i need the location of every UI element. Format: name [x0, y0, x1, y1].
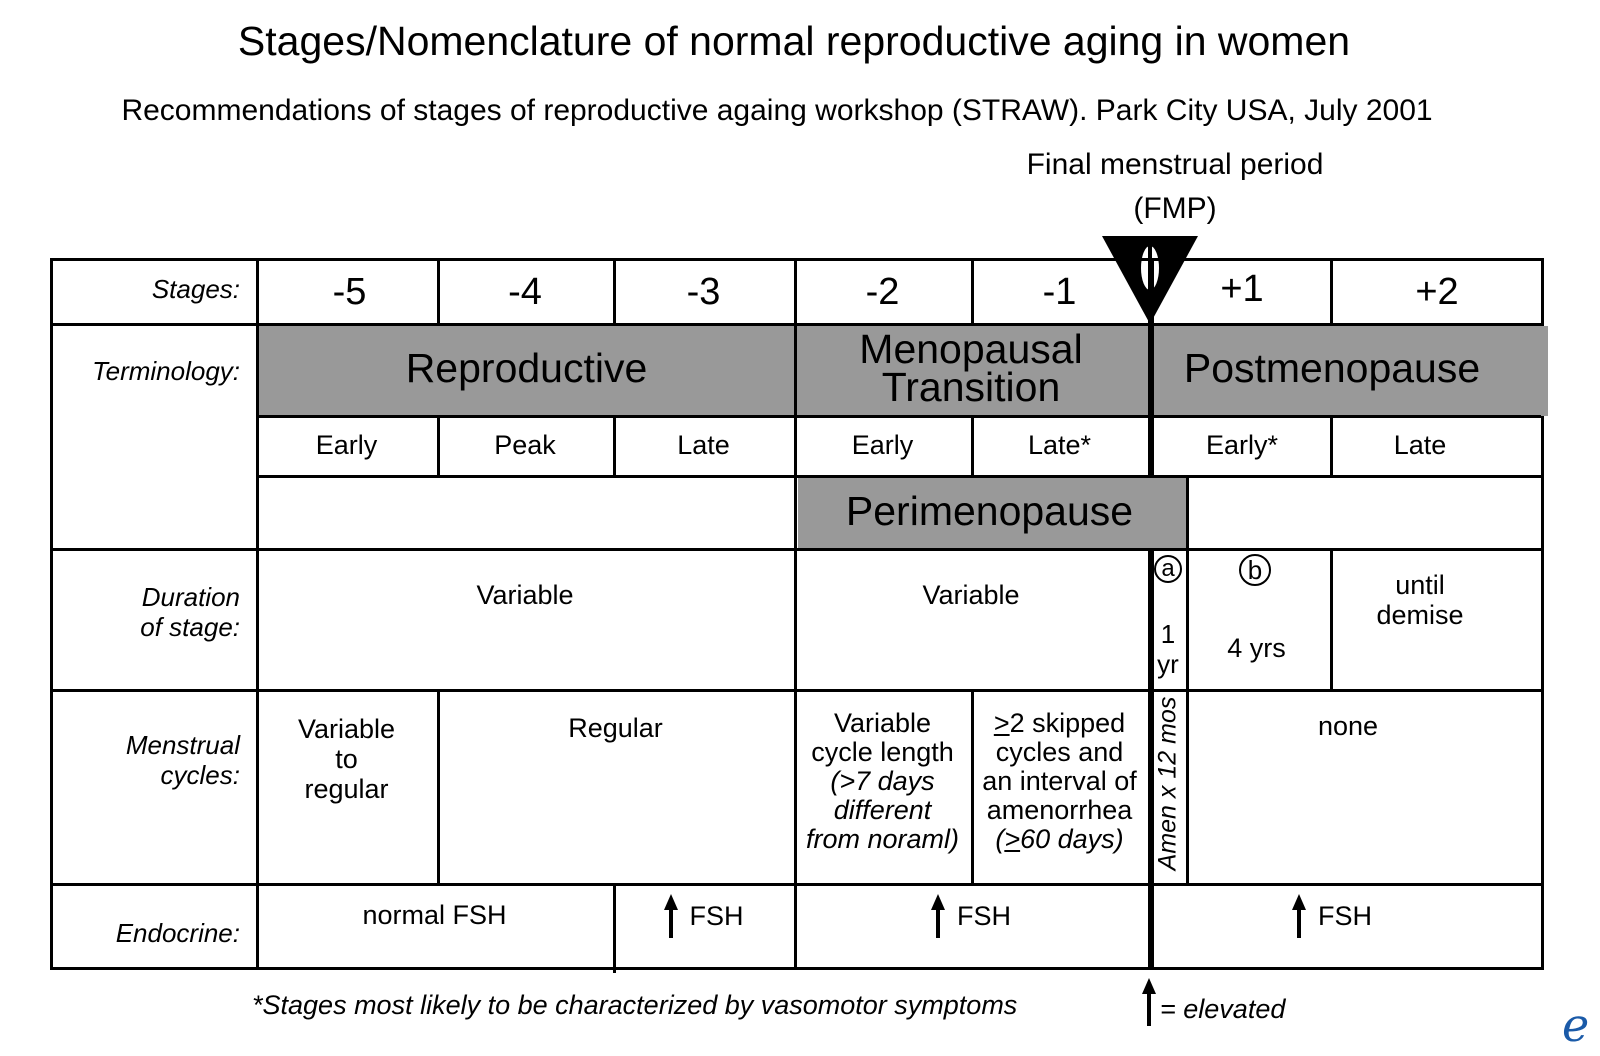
- stage-minus-2: -2: [865, 270, 900, 313]
- menstrual-regular: Regular: [568, 713, 663, 743]
- stage-minus-1: -1: [1042, 270, 1077, 313]
- terminology-menopausal-transition: Menopausal Transition: [859, 326, 1083, 410]
- duration-b-marker: b: [1237, 552, 1273, 588]
- subtitle: Recommendations of stages of reproductive againg workshop (STRAW). Park City USA, July 2001: [121, 94, 1433, 127]
- corner-logo: e: [1562, 998, 1590, 1052]
- duration-a-marker: a: [1152, 552, 1184, 586]
- stage-minus-5: -5: [332, 270, 367, 313]
- terminology-reproductive: Reproductive: [405, 345, 648, 391]
- endocrine-normal-fsh: normal FSH: [362, 900, 507, 930]
- up-arrow-icon: [1142, 978, 1156, 1026]
- phase-early-transition: Early: [851, 429, 914, 460]
- footnote-vasomotor: *Stages most likely to be characterized by vasomotor symptoms: [252, 990, 1018, 1020]
- endocrine-elevated-fsh-postmenopause: FSH: [1154, 885, 1510, 947]
- duration-transition: Variable: [922, 580, 1020, 610]
- duration-4-years: 4 yrs: [1227, 633, 1286, 663]
- row-label-endocrine: Endocrine:: [115, 918, 240, 948]
- phase-late-transition: Late*: [1027, 429, 1092, 460]
- fmp-label: Final menstrual period: [1026, 148, 1324, 181]
- up-arrow-icon: [931, 894, 945, 938]
- menstrual-variable-to-regular: Variable to regular: [297, 714, 396, 804]
- row-label-terminology: Terminology:: [92, 356, 240, 386]
- endocrine-elevated-fsh-transition: FSH: [794, 885, 1148, 947]
- menstrual-variable-cycle-length: Variable cycle length (>7 days different from noraml): [805, 707, 960, 854]
- row-label-duration: Duration of stage:: [140, 582, 240, 642]
- page-title: Stages/Nomenclature of normal reproductive aging in women: [237, 18, 1351, 64]
- phase-late-postmenopause: Late: [1393, 429, 1447, 460]
- stage-plus-1: +1: [1220, 267, 1264, 310]
- endocrine-elevated-fsh-late-reproductive: FSH: [613, 885, 794, 947]
- stage-plus-2: +2: [1415, 270, 1459, 313]
- menstrual-none: none: [1317, 711, 1379, 741]
- duration-1-year: 1 yr: [1157, 619, 1179, 679]
- up-arrow-icon: [664, 894, 678, 938]
- phase-early-postmenopause: Early*: [1205, 429, 1279, 460]
- fmp-abbrev: (FMP): [1133, 192, 1217, 225]
- menstrual-amenorrhea-12-months: Amen x 12 mos: [1153, 696, 1182, 870]
- menstrual-skipped-cycles: >2 skipped cycles and an interval of amenorrhea (>60 days): [982, 707, 1137, 854]
- terminology-perimenopause: Perimenopause: [845, 488, 1134, 534]
- up-arrow-icon: [1292, 894, 1306, 938]
- duration-until-demise: until demise: [1376, 570, 1464, 630]
- phase-early-reproductive: Early: [315, 429, 378, 460]
- stage-minus-3: -3: [686, 270, 721, 313]
- terminology-postmenopause: Postmenopause: [1183, 345, 1481, 391]
- row-label-menstrual: Menstrual cycles:: [125, 730, 240, 790]
- phase-peak: Peak: [494, 429, 556, 460]
- duration-reproductive: Variable: [476, 580, 574, 610]
- row-label-stages: Stages:: [151, 274, 240, 304]
- legend-elevated: = elevated: [1160, 994, 1286, 1024]
- phase-late-reproductive: Late: [677, 429, 730, 460]
- stage-minus-4: -4: [508, 270, 542, 313]
